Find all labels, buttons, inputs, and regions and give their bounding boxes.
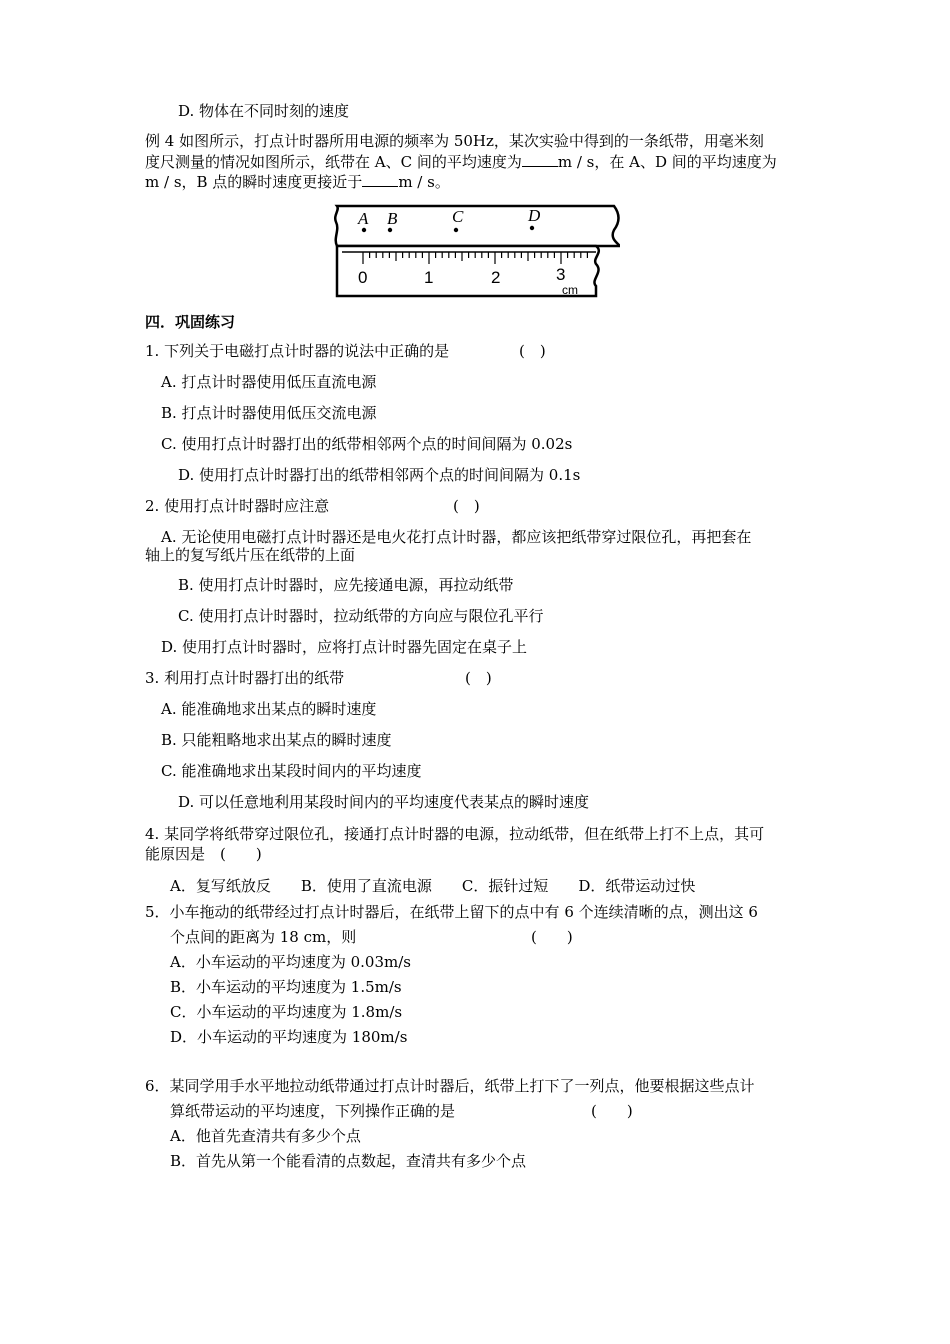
q6-option-a: A．他首先查清共有多少个点: [170, 1127, 361, 1145]
q2-option-a-line1: A. 无论使用电磁打点计时器还是电火花打点计时器，都应该把纸带穿过限位孔，再把套在: [161, 528, 752, 546]
q5-answer-paren[interactable]: ( ): [531, 928, 573, 946]
q1-option-a: A. 打点计时器使用低压直流电源: [161, 373, 377, 391]
q2-stem: 2. 使用打点计时器时应注意: [145, 497, 330, 515]
q4-line1: 4. 某同学将纸带穿过限位孔，接通打点计时器的电源，拉动纸带，但在纸带上打不上点，其可: [145, 825, 765, 843]
q3-answer-paren[interactable]: ( ): [465, 669, 492, 687]
example4-line1: 例 4 如图所示，打点计时器所用电源的频率为 50Hz，某次实验中得到的一条纸带，用毫米刻: [145, 132, 764, 150]
q5-option-b: B．小车运动的平均速度为 1.5m/s: [170, 978, 402, 996]
q5-line1: 5．小车拖动的纸带经过打点计时器后，在纸带上留下的点中有 6 个连续清晰的点，测出这 6: [145, 903, 758, 921]
q5-option-d: D．小车运动的平均速度为 180m/s: [170, 1028, 408, 1046]
tick-label-3: 3: [556, 265, 566, 284]
q1-stem: 1. 下列关于电磁打点计时器的说法中正确的是: [145, 342, 450, 360]
q2-answer-paren[interactable]: ( ): [453, 497, 480, 515]
q5-option-a: A．小车运动的平均速度为 0.03m/s: [170, 953, 411, 971]
example4-line2: [145, 152, 777, 172]
q3-stem: 3. 利用打点计时器打出的纸带: [145, 669, 345, 687]
q3-option-d: D. 可以任意地利用某段时间内的平均速度代表某点的瞬时速度: [178, 793, 590, 811]
q3-option-c: C. 能准确地求出某段时间内的平均速度: [161, 762, 422, 780]
q1-answer-paren[interactable]: ( ): [519, 342, 546, 360]
tick-label-1: 1: [424, 268, 434, 287]
unit-label-cm: cm: [562, 283, 578, 297]
q1-option-b: B. 打点计时器使用低压交流电源: [161, 404, 377, 422]
ruler-tape-svg: [334, 200, 620, 300]
ruler-tape-figure: [334, 200, 620, 300]
tape-dot-b: [388, 228, 392, 232]
example4-line3-b: m / s。: [398, 173, 450, 191]
tick-label-0: 0: [358, 268, 368, 287]
example4-line3: [145, 172, 450, 192]
q6-line1: 6．某同学用手水平地拉动纸带通过打点计时器后，纸带上打下了一列点，他要根据这些点计: [145, 1077, 755, 1095]
example4-line3-a: m / s，B 点的瞬时速度更接近于: [145, 173, 363, 191]
q3-option-a: A. 能准确地求出某点的瞬时速度: [161, 700, 377, 718]
q5-line2: 个点间的距离为 18 cm，则: [170, 928, 357, 946]
q2-option-d: D. 使用打点计时器时，应将打点计时器先固定在桌子上: [161, 638, 528, 656]
point-label-d: D: [528, 206, 541, 225]
paper-tape: [335, 206, 620, 246]
q1-option-c: C. 使用打点计时器打出的纸带相邻两个点的时间间隔为 0.02s: [161, 435, 573, 453]
point-label-b: B: [387, 209, 398, 228]
q6-option-b: B．首先从第一个能看清的点数起，查清共有多少个点: [170, 1152, 527, 1170]
answer-blank-ac[interactable]: [522, 152, 558, 167]
tape-dot-c: [454, 228, 458, 232]
q6-line2: 算纸带运动的平均速度，下列操作正确的是: [170, 1102, 456, 1120]
example4-line2-b: m / s，在 A、D 间的平均速度为: [557, 153, 777, 171]
q1-option-d: D. 使用打点计时器打出的纸带相邻两个点的时间间隔为 0.1s: [178, 466, 581, 484]
q2-option-b: B. 使用打点计时器时，应先接通电源，再拉动纸带: [178, 576, 514, 594]
tick-label-2: 2: [491, 268, 501, 287]
tape-dot-d: [530, 226, 534, 230]
q3-option-b: B. 只能粗略地求出某点的瞬时速度: [161, 731, 392, 749]
q2-option-c: C. 使用打点计时器时，拉动纸带的方向应与限位孔平行: [178, 607, 544, 625]
example4-line2-a: 度尺测量的情况如图所示，纸带在 A、C 间的平均速度为: [145, 153, 522, 171]
option-d-top: D. 物体在不同时刻的速度: [178, 102, 350, 120]
q6-answer-paren[interactable]: ( ): [591, 1102, 633, 1120]
q2-option-a-line2: 轴上的复写纸片压在纸带的上面: [145, 546, 356, 564]
q5-option-c: C．小车运动的平均速度为 1.8m/s: [170, 1003, 403, 1021]
q4-options: A．复写纸放反 B．使用了直流电源 C．振针过短 D．纸带运动过快: [170, 877, 696, 895]
point-label-c: C: [452, 207, 464, 226]
q4-line2: 能原因是 ( ): [145, 845, 262, 863]
point-label-a: A: [358, 209, 369, 228]
answer-blank-b[interactable]: [362, 172, 398, 187]
section-title: 四．巩固练习: [145, 313, 236, 331]
tape-dot-a: [362, 228, 366, 232]
